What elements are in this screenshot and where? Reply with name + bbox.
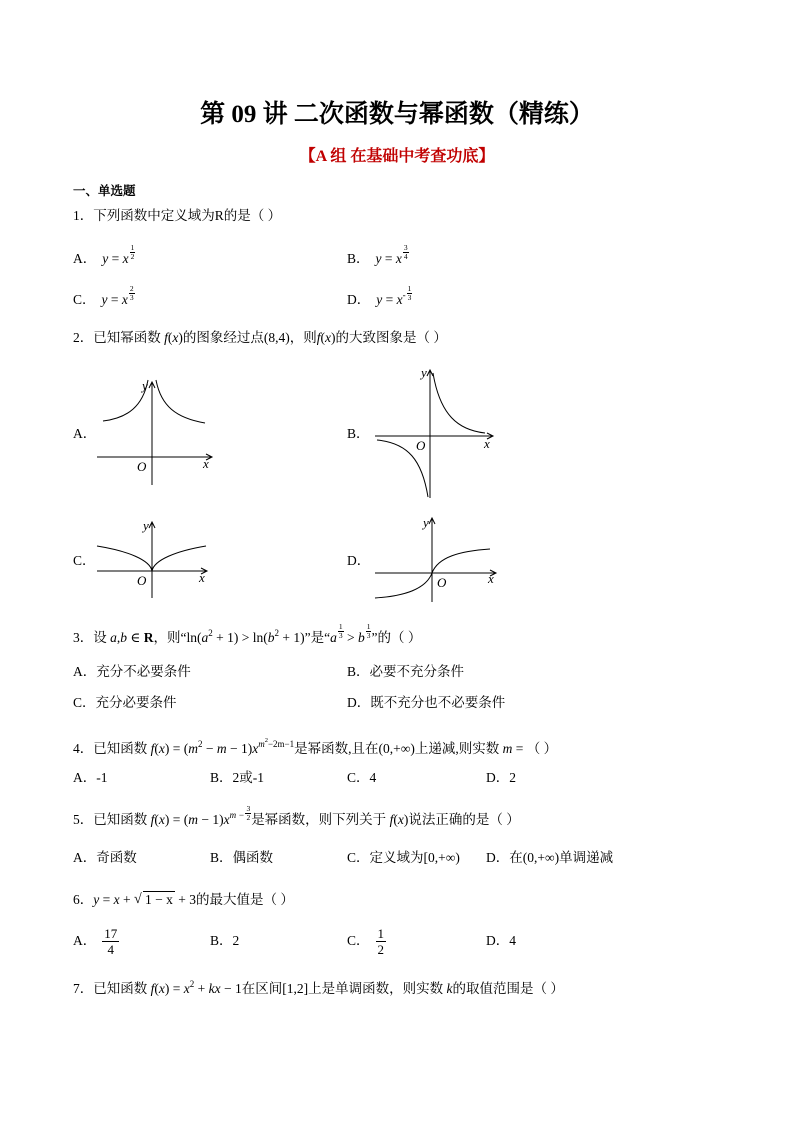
- q6-option-a-fraction: [102, 927, 119, 956]
- q4-option-c-text: C．4: [347, 770, 377, 785]
- q6-stem-text: +: [119, 892, 134, 907]
- q6-option-d: [486, 926, 516, 956]
- q4-stem-variable: m: [502, 741, 513, 756]
- q5-stem-text: ): [403, 812, 409, 827]
- q4-stem-exponent-power: 2: [264, 737, 268, 744]
- q5-option-a: [73, 848, 137, 868]
- q7-stem-exponent: 2: [189, 979, 195, 989]
- q2-stem-text: ): [178, 330, 183, 345]
- q3-stem-text: + 1)”是“: [278, 630, 331, 645]
- q5-stem-numerator: 3: [246, 804, 251, 813]
- q5-stem-text: (: [393, 812, 398, 827]
- q4-option-b: [210, 768, 264, 788]
- q6-option-b-text: B．2: [210, 933, 240, 948]
- q5-option-a-text: A．奇函数: [73, 850, 137, 865]
- q4-option-d: [486, 768, 516, 788]
- q3-stem-exponent: 2: [208, 628, 213, 638]
- q6-option-c-option-label: C．: [347, 933, 370, 948]
- q6-stem-variable: x: [113, 892, 120, 907]
- q5-stem-text: (: [154, 812, 159, 827]
- q4-stem-text: 是幂函数,且在: [294, 741, 379, 756]
- q4-stem-variable: f: [150, 741, 155, 756]
- q7-stem-text: − 1在区间[1,2]上是单调函数，则实数: [220, 981, 447, 996]
- q3-stem-variable: b: [120, 630, 127, 645]
- q2-option-c-text: C．: [73, 553, 96, 568]
- q4-stem-text: ) = (: [164, 741, 189, 756]
- q1-option-b-variable: y: [375, 251, 382, 266]
- q4-stem-text: 上递减,则实数: [414, 741, 503, 756]
- q3-stem-text: ，则“ln(: [153, 630, 202, 645]
- q1-option-c-text: =: [107, 292, 122, 307]
- q3-option-a-text: A．充分不必要条件: [73, 664, 191, 679]
- q4-stem: [73, 731, 558, 756]
- q4-stem-text: 4．已知函数: [73, 741, 151, 756]
- q7-stem-variable: x: [158, 981, 165, 996]
- q7-stem-text: 的取值范围是（ ）: [452, 981, 564, 996]
- q3-stem-variable: b: [357, 630, 365, 645]
- q5-stem-variable: f: [150, 812, 155, 827]
- q3-option-d: [347, 693, 505, 713]
- q3-stem-set-symbol: R: [143, 630, 154, 645]
- q4-stem-exponent: −2m−1: [267, 739, 295, 749]
- q2-stem-variable: x: [325, 330, 332, 345]
- q4-stem-text: −: [202, 741, 217, 756]
- q2-stem-variable: f: [164, 330, 168, 345]
- q3-option-c-text: C．充分必要条件: [73, 695, 177, 710]
- graph-b-y-label: y: [421, 365, 427, 380]
- q1-option-c-variable: y: [101, 292, 108, 307]
- q6-stem-text: + 3: [174, 892, 196, 907]
- q1-option-d-exponent: -: [402, 290, 406, 300]
- q1-option-a: [73, 244, 135, 264]
- q4-option-b-text: B．2或-1: [210, 770, 264, 785]
- q1-option-a-text: =: [108, 251, 123, 266]
- q1-option-b-denominator: 4: [403, 252, 408, 261]
- q5-stem: [73, 805, 520, 825]
- q1-option-d-numerator: 1: [407, 284, 412, 293]
- q5-stem-variable: m: [188, 812, 198, 827]
- q1-option-d-text: =: [382, 292, 397, 307]
- q5-stem-text: 说法正确的是（ ）: [408, 812, 520, 827]
- q2-option-d-text: D．: [347, 553, 371, 568]
- q5-option-d: [486, 848, 613, 868]
- q7-stem-text: (: [154, 981, 159, 996]
- q1-option-c-fraction-exponent: [129, 285, 135, 302]
- q1-option-d: [347, 285, 412, 305]
- q3-stem-variable: a: [330, 630, 337, 645]
- q1-option-b: [347, 244, 409, 264]
- q1-option-a-denominator: 2: [130, 252, 135, 261]
- q6-stem: [73, 890, 294, 910]
- graph-a-right-branch: [156, 380, 205, 423]
- q3-stem-text: ∈: [127, 630, 144, 645]
- q1-option-d-denominator: 3: [407, 293, 412, 302]
- q1-option-d-fraction-exponent: [407, 285, 413, 302]
- q1-option-c-option-label: C．: [73, 292, 96, 307]
- q6-option-a: [73, 926, 119, 956]
- q3-option-d-text: D．既不充分也不必要条件: [347, 695, 506, 710]
- q4-stem-variable: m: [216, 741, 227, 756]
- q5-stem-text: − 1): [198, 812, 224, 827]
- q3-stem-denominator: 3: [338, 631, 343, 640]
- q5-option-c: [347, 848, 460, 868]
- graph-b-origin-label: O: [416, 438, 426, 453]
- q5-stem-text: 是幂函数，则下列关于: [251, 812, 390, 827]
- q1-option-b-option-label: B．: [347, 251, 370, 266]
- q3-stem: [73, 623, 421, 643]
- q5-stem-text: ) = (: [164, 812, 189, 827]
- graph-a-x-label: x: [203, 456, 209, 471]
- q1-option-c-variable: x: [121, 292, 128, 307]
- q6-option-c-numerator: 1: [377, 926, 385, 942]
- q6-option-a-denominator: 4: [107, 942, 114, 958]
- q3-stem-numerator: 1: [338, 622, 343, 631]
- q7-stem-text: +: [194, 981, 209, 996]
- q5-stem-variable: x: [223, 812, 230, 827]
- graph-c-origin-label: O: [137, 573, 147, 588]
- q5-option-c-text: C．定义域为[0,+∞): [347, 850, 460, 865]
- q4-stem-exponent: 2: [198, 739, 203, 749]
- q1-option-a-option-label: A．: [73, 251, 97, 266]
- q1-option-b-fraction-exponent: [403, 244, 409, 261]
- q5-option-b: [210, 848, 273, 868]
- q2-stem-variable: f: [316, 330, 321, 345]
- q1-option-b-text: =: [381, 251, 396, 266]
- q6-stem-text: 6．: [73, 892, 94, 907]
- graph-c-x-label: x: [199, 570, 205, 585]
- section-heading: 一、单选题: [73, 184, 136, 198]
- graph-d: [375, 515, 496, 602]
- q2-option-a-text: A．: [73, 426, 97, 441]
- q5-stem-text: 5．已知函数: [73, 812, 151, 827]
- q4-option-c: [347, 768, 376, 788]
- q3-stem-text: ”的（ ）: [371, 630, 422, 645]
- q5-option-d-text: D．在(0,+∞)单调递减: [486, 850, 614, 865]
- q6-stem-text: 的最大值是（ ）: [196, 892, 294, 907]
- q1-option-d-variable: x: [396, 292, 403, 307]
- q3-stem-text: + 1) > ln(: [212, 630, 268, 645]
- q1-stem-text: 1．下列函数中定义域为R的是（ ）: [73, 208, 282, 223]
- q6-option-c-fraction: [376, 927, 387, 956]
- q1-option-a-fraction-exponent: [130, 244, 136, 261]
- q7-stem-variable: f: [150, 981, 155, 996]
- q7-stem-variable: kx: [208, 981, 221, 996]
- q2-stem-text: (: [320, 330, 326, 345]
- graph-d-origin-label: O: [437, 575, 447, 590]
- q2-stem-variable: x: [172, 330, 179, 345]
- q1-option-a-numerator: 1: [130, 243, 135, 252]
- graph-b: [375, 365, 493, 498]
- q6-option-a-option-label: A．: [73, 933, 97, 948]
- graph-b-x-label: x: [484, 436, 490, 451]
- page-subtitle: 【A 组 在基础中考查功底】: [299, 148, 495, 165]
- q2-stem-text: ，则: [289, 330, 317, 345]
- q6-option-a-numerator: 17: [104, 926, 118, 942]
- q1-option-c-numerator: 2: [129, 284, 134, 293]
- q1-stem: [73, 206, 281, 226]
- q1-option-b-numerator: 3: [403, 243, 408, 252]
- q2-option-b-text: B．: [347, 426, 370, 441]
- q3-option-a: [73, 662, 191, 682]
- q3-stem-denominator: 3: [366, 631, 371, 640]
- q7-stem-text: 7．已知函数: [73, 981, 151, 996]
- q6-option-d-text: D．4: [486, 933, 516, 948]
- q3-stem-numerator: 1: [366, 622, 371, 631]
- q6-option-c-denominator: 2: [377, 942, 385, 958]
- q1-option-a-variable: y: [102, 251, 109, 266]
- q3-stem-variable: a: [110, 630, 117, 645]
- page-title: 第 09 讲 二次函数与幂函数（精练）: [200, 101, 594, 128]
- q3-option-b-text: B．必要不充分条件: [347, 664, 465, 679]
- q5-option-b-text: B．偶函数: [210, 850, 274, 865]
- graph-c-left-branch: [97, 546, 152, 571]
- q5-stem-variable: x: [397, 812, 404, 827]
- q2-stem: [73, 328, 447, 348]
- q2-stem-text: (: [167, 330, 173, 345]
- q3-option-c: [73, 693, 177, 713]
- graph-a: [97, 378, 212, 485]
- q4-stem-exponent: m: [258, 739, 265, 749]
- graph-c: [97, 518, 207, 598]
- q4-option-a: [73, 768, 108, 788]
- q3-stem-text: 3．设: [73, 630, 111, 645]
- q6-stem-text: =: [99, 892, 114, 907]
- q4-stem-variable: m: [188, 741, 198, 756]
- q2-stem-text: ): [331, 330, 336, 345]
- q6-stem-radical: √ 1 − x: [143, 891, 175, 907]
- q4-option-d-text: D．2: [486, 770, 516, 785]
- q4-stem-text: (0,+∞): [378, 741, 415, 756]
- q3-option-b: [347, 662, 464, 682]
- q1-option-c-denominator: 3: [129, 293, 134, 302]
- q3-stem-variable: b: [267, 630, 275, 645]
- q7-stem-text: ) =: [164, 981, 184, 996]
- q5-stem-variable: f: [389, 812, 394, 827]
- q5-stem-denominator: 2: [246, 813, 251, 822]
- q2-graphs: [0, 360, 794, 612]
- q2-stem-text: (8,4): [263, 330, 290, 345]
- graph-b-first-quadrant-branch: [433, 373, 485, 433]
- q1-option-c: [73, 285, 135, 305]
- q2-stem-text: 的图象经过点: [182, 330, 264, 345]
- q1-option-b-variable: x: [395, 251, 402, 266]
- q4-stem-text: (: [154, 741, 159, 756]
- q3-stem-text: >: [343, 630, 358, 645]
- q2-stem-text: 2．已知幂函数: [73, 330, 165, 345]
- q4-option-a-text: A．-1: [73, 770, 108, 785]
- q1-option-a-variable: x: [122, 251, 129, 266]
- q6-option-b: [210, 926, 239, 956]
- q3-stem-variable: a: [201, 630, 209, 645]
- q5-stem-exponent: m −: [229, 810, 245, 820]
- q4-stem-text: = （ ）: [512, 741, 558, 756]
- q3-stem-text: ,: [116, 630, 121, 645]
- graph-c-right-branch: [152, 546, 206, 571]
- q5-stem-variable: x: [158, 812, 165, 827]
- q7-stem-variable: k: [446, 981, 453, 996]
- q6-option-c: [347, 926, 386, 956]
- graph-a-y-label: y: [142, 378, 148, 393]
- q2-stem-text: 的大致图象是（ ）: [335, 330, 447, 345]
- q1-option-d-option-label: D．: [347, 292, 371, 307]
- q7-stem: [73, 974, 564, 994]
- graph-c-y-label: y: [143, 518, 149, 533]
- q4-stem-text: − 1): [226, 741, 253, 756]
- q3-stem-exponent: 2: [274, 628, 279, 638]
- graph-a-origin-label: O: [137, 459, 147, 474]
- graph-d-x-label: x: [488, 571, 494, 586]
- q6-stem-variable: y: [93, 892, 100, 907]
- q4-stem-variable: x: [158, 741, 165, 756]
- q1-option-d-variable: y: [376, 292, 383, 307]
- graph-d-y-label: y: [423, 515, 429, 530]
- q7-stem-variable: x: [183, 981, 190, 996]
- q4-stem-variable: x: [252, 741, 259, 756]
